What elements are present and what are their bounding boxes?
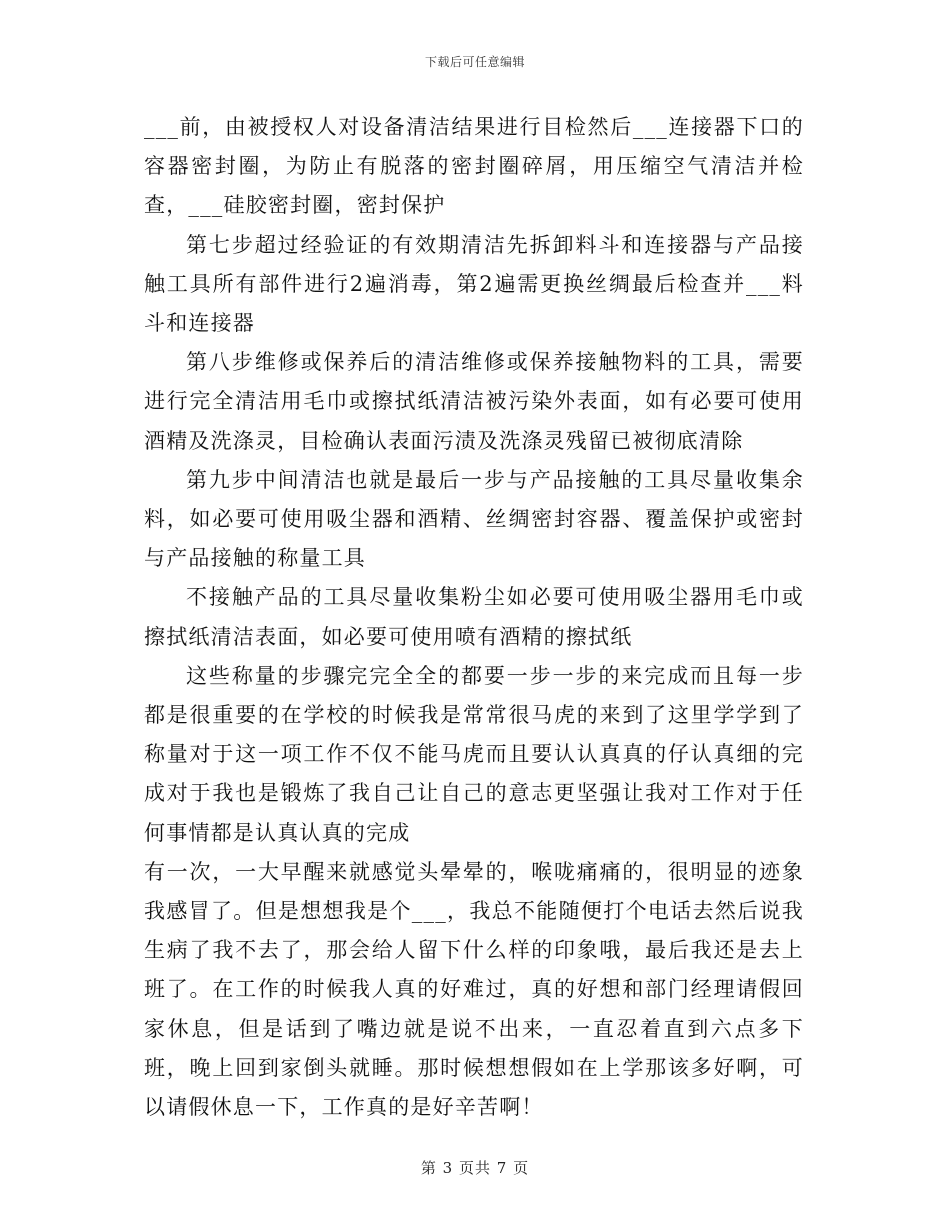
paragraph-cleaning-seal: ___前，由被授权人对设备清洁结果进行目检然后___连接器下口的容器密封圈，为防止有脱落的密封圈碎屑，用压缩空气清洁并检查，___硅胶密封圈，密封保护 [144, 115, 804, 218]
document-body [144, 108, 804, 1127]
paragraph-non-contact-tools: 不接触产品的工具尽量收集粉尘如必要可使用吸尘器用毛巾或擦拭纸清洁表面，如必要可使用喷有酒精的擦拭纸 [144, 585, 804, 649]
paragraph-step-seven: 第七步超过经验证的有效期清洁先拆卸料斗和连接器与产品接触工具所有部件进行2遍消毒，第2遍需更换丝绸最后检查并___料斗和连接器 [144, 232, 804, 336]
paragraph-step-nine: 第九步中间清洁也就是最后一步与产品接触的工具尽量收集余料，如必要可使用吸尘器和酒精、丝绸密封容器、覆盖保护或密封与产品接触的称量工具 [144, 467, 804, 571]
paragraph-weighing-reflection: 这些称量的步骤完完全全的都要一步一步的来完成而且每一步都是很重要的在学校的时候我是常常很马虎的来到了这里学学到了称量对于这一项工作不仅不能马虎而且要认认真真的仔认真细的完成对于我也是锻炼了我自己让自己的意志更坚强让我对工作对于任何事情都是认真认真的完成 [144, 663, 804, 845]
page-number-footer: 第 3 页共 7 页 [420, 1159, 530, 1177]
page-header: 下载后可任意编辑 [424, 55, 525, 69]
paragraph-sick-day-story: 有一次，一大早醒来就感觉头晕晕的，喉咙痛痛的，很明显的迹象我感冒了。但是想想我是个___，我总不能随便打个电话去然后说我生病了我不去了，那会给人留下什么样的印象哦，最后我还是去上班了。在工作的时候我人真的好难过，真的好想和部门经理请假回家休息，但是话到了嘴边就是说不出来，一直忍着直到六点多下班，晚上回到家倒头就睡。那时候想想假如在上学那该多好啊，可以请假休息一下，工作真的是好辛苦啊！ [144, 859, 804, 1120]
paragraph-step-eight: 第八步维修或保养后的清洁维修或保养接触物料的工具，需要进行完全清洁用毛巾或擦拭纸清洁被污染外表面，如有必要可使用酒精及洗涤灵，目检确认表面污渍及洗涤灵残留已被彻底清除 [144, 350, 804, 453]
